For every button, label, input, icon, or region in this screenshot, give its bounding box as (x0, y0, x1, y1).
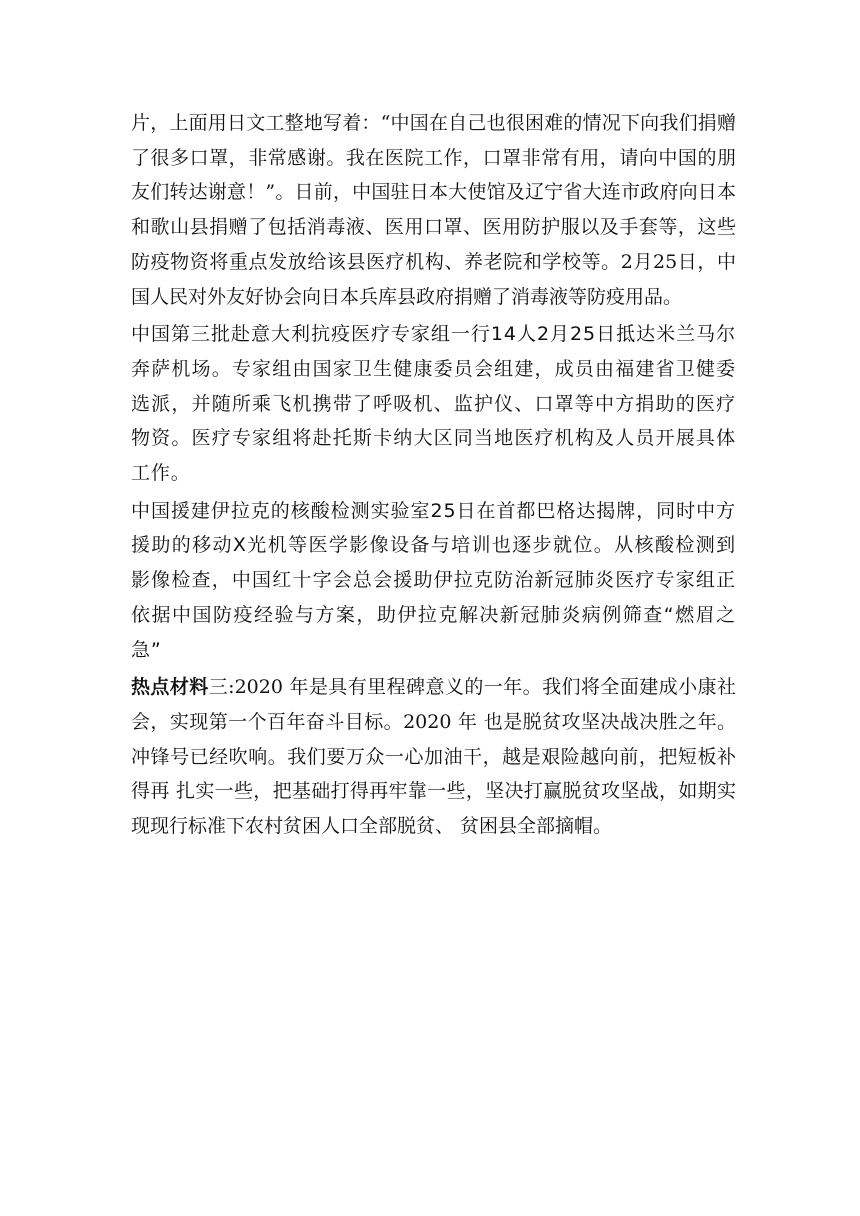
document-body (131, 106, 736, 847)
paragraph-text: 片，上面用日文工整地写着：“中国在自己也很困难的情况下向我们捐赠了很多口罩，非常感谢。我在医院工作，口罩非常有用，请向中国的朋友们转达谢意！”。日前，中国驻日本大使馆及辽宁省大连市政府向日本和歌山县捐赠了包括消毒液、医用口罩、医用防护服以及手套等，这些防疫物资将重点发放给该县医疗机构、养老院和学校等。2月25日，中国人民对外友好协会向日本兵库县政府捐赠了消毒液等防疫用品。 (131, 112, 736, 308)
paragraph-text: 中国援建伊拉克的核酸检测实验室25日在首都巴格达揭牌，同时中方援助的移动X光机等医学影像设备与培训也逐步就位。从核酸检测到影像检查，中国红十字会总会援助伊拉克防治新冠肺炎医疗专家组正依据中国防疫经验与方案，助伊拉克解决新冠肺炎病例筛查“燃眉之急” (131, 499, 736, 661)
hot-topic-label: 热点材料 (131, 676, 209, 699)
paragraph-italy-medical-team (131, 317, 736, 491)
paragraph-hot-topic-material (131, 670, 736, 844)
paragraph-text: 中国第三批赴意大利抗疫医疗专家组一行14人2月25日抵达米兰马尔奔萨机场。专家组由国家卫生健康委员会组建，成员由福建省卫健委选派，并随所乘飞机携带了呼吸机、监护仪、口罩等中方捐助的医疗物资。医疗专家组将赴托斯卡纳大区同当地医疗机构及人员开展具体工作。 (131, 323, 736, 485)
paragraph-iraq-lab (131, 494, 736, 668)
paragraph-text: 三:2020 年是具有里程碑意义的一年。我们将全面建成小康社会，实现第一个百年奋斗目标。2020 年 也是脱贫攻坚决战决胜之年。冲锋号已经吹响。我们要万众一心加油干，越是艰险越向前，把短板补得再 扎实一些，把基础打得再牢靠一些，坚决打赢脱贫攻坚战，如期实现现行标准下农村贫困人口全部脱贫、 贫困县全部摘帽。 (131, 676, 736, 838)
paragraph-donation-japan (131, 106, 736, 314)
